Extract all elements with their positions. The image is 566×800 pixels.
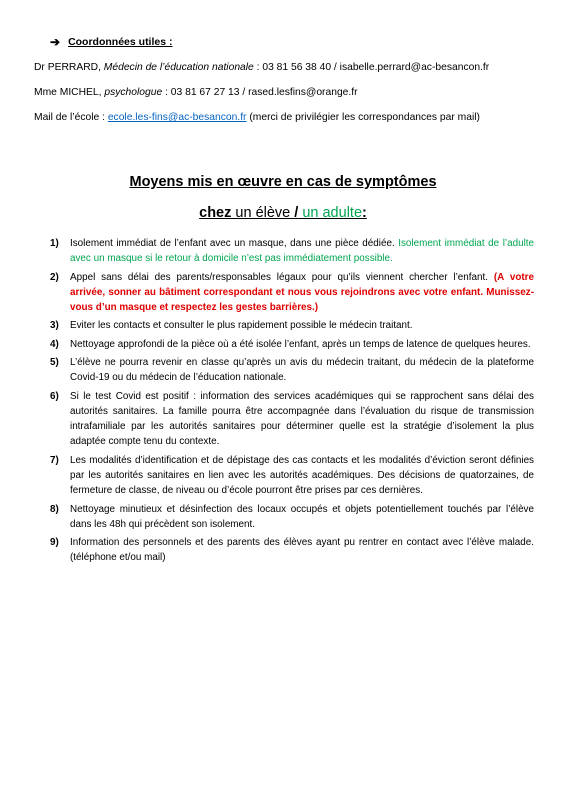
contact-school-mail [34,112,480,123]
list-item [34,355,534,385]
list-item [34,236,534,266]
contact-doctor-role: Médecin de l’éducation nationale [103,62,254,73]
page-subtitle [0,205,566,221]
item-text: Appel sans délai des parents/responsables légaux pour qu’ils viennent chercher l’enfant. [70,271,494,283]
list-item-number: 9) [50,537,59,549]
list-item-number: 8) [50,503,59,515]
list-item-text: Information des personnels et des parents des élèves ayant pu rentrer en contact avec l’élève malade. (téléphone et/ou mail) [70,537,534,564]
list-item-number: 1) [50,238,59,249]
list-item [34,389,534,450]
school-mail-suffix: (merci de privilégier les correspondances par mail) [246,112,480,123]
list-item-text: Si le test Covid est positif : information des services académiques qui se rapprochent sans délai des autorités sanitaires. La famille pourra être accompagnée dans l’évaluation du risque de transmission intrafamiliale par les autorités sanitaires pour déterminer quelle est la stratégie d’isolement la plus adaptée compte tenu du contexte. [70,390,534,448]
list-item [34,270,534,316]
contact-psychologist-details: : 03 81 67 27 13 / rased.lesfins@orange.fr [162,87,358,98]
list-item [34,318,534,333]
subtitle-adult: un adulte [298,205,363,221]
list-item-text [70,270,534,316]
list-item-number: 7) [50,454,59,466]
list-item [34,337,534,352]
subtitle-chez: chez [199,205,232,221]
item-red-text: (A votre arrivée, sonner au bâtiment correspondant et nous vous rejoindrons avec votre enfant. Munissez-vous d’un masque et respectez les gestes barrières.) [70,271,534,313]
list-item-text [70,236,534,266]
subtitle-colon: : [362,205,367,221]
list-item-text: Nettoyage approfondi de la pièce où a été isolée l’enfant, après un temps de latence de quelques heures. [70,338,531,350]
subtitle-student: un élève [231,205,295,221]
subtitle-separator: / [294,205,299,221]
school-mail-prefix: Mail de l’école : [34,112,108,123]
list-item-number: 4) [50,338,59,350]
list-item-number: 6) [50,390,59,402]
list-item-text: L’élève ne pourra revenir en classe qu’après un avis du médecin traitant, du médecin de la plateforme Covid-19 ou du médecin de l’éducation nationale. [70,357,534,384]
list-item-number: 3) [50,320,59,332]
list-item [34,502,534,532]
item-green-text: Isolement immédiat de l’adulte avec un masque si le retour à domicile n’est pas immédiatement possible. [70,238,534,265]
contact-psychologist [34,87,358,98]
contact-doctor-details: : 03 81 56 38 40 / isabelle.perrard@ac-besancon.fr [253,62,490,73]
useful-contacts-heading [50,36,173,48]
list-item [34,535,534,565]
list-item [34,453,534,499]
useful-contacts-label: Coordonnées utiles : [68,36,173,48]
right-arrow-icon: ➔ [50,35,61,49]
list-item-text: Eviter les contacts et consulter le plus rapidement possible le médecin traitant. [70,320,413,332]
contact-doctor-name: Dr PERRARD, [34,62,104,73]
contact-psychologist-name: Mme MICHEL, [34,87,105,98]
list-item-number: 2) [50,271,59,283]
page-title: Moyens mis en œuvre en cas de symptômes [129,174,437,190]
list-item-text: Nettoyage minutieux et désinfection des locaux occupés et objets potentiellement touchés par l’élève dans les 48h qui précèdent son isolement. [70,503,534,530]
contact-doctor [34,62,489,73]
list-item-text: Les modalités d’identification et de dépistage des cas contacts et les modalités d’éviction seront définies par les autorités sanitaires en lien avec les autorités académiques. Des décisions de quatorzaines, de fermeture de classe, de niveau ou d’école pourront être prises par ces dernières. [70,454,534,497]
item-text: Isolement immédiat de l’enfant avec un masque, dans une pièce dédiée. [70,238,399,249]
measures-list [34,236,534,569]
list-item-number: 5) [50,357,59,369]
school-email-link[interactable]: ecole.les-fins@ac-besancon.fr [107,112,247,123]
contact-psychologist-role: psychologue [104,87,163,98]
